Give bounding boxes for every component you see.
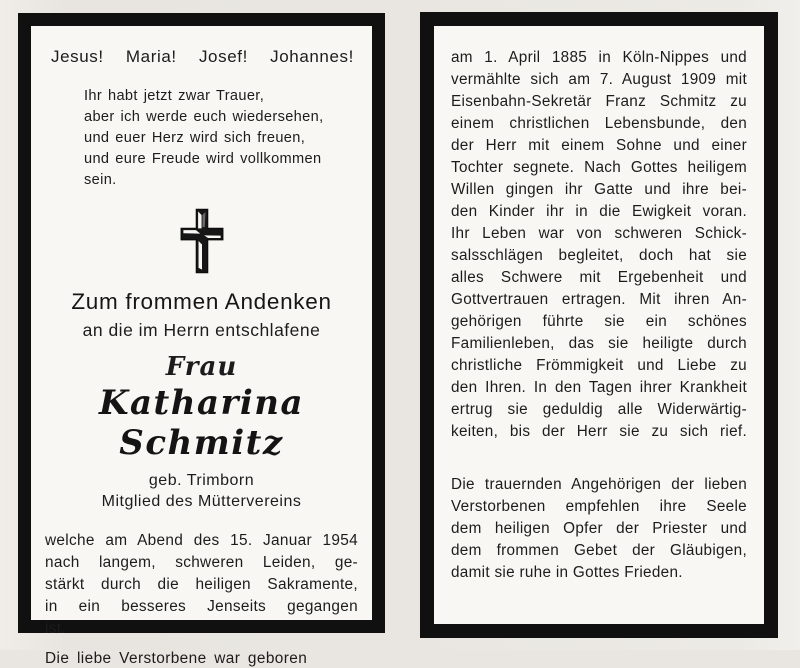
- text-line: Tochter segnete. Nach Gottes heiligem: [451, 159, 747, 176]
- text-line: damit sie ruhe in Gottes Frieden.: [451, 564, 683, 581]
- text-line: alles Schwere mit Ergebenheit und: [451, 269, 747, 286]
- birth-lead-in-line: Die liebe Verstorbene war geboren: [45, 650, 308, 667]
- commendation-paragraph: [451, 474, 747, 584]
- cross-wrap: [45, 206, 358, 276]
- text-line: gehörigen führte sie ein schönes: [451, 313, 747, 330]
- text-line: Eisenbahn-Sekretär Franz Schmitz zu: [451, 93, 747, 110]
- memorial-subheading: an die im Herrn entschlafene: [82, 320, 321, 340]
- text-line: Verstorbenen empfehlen ihre Seele: [451, 498, 747, 515]
- text-line: ertrug sie geduldig alle Widerwärtig-: [451, 401, 747, 418]
- text-line: Josef!: [198, 47, 248, 66]
- text-line: Ihr habt jetzt zwar Trauer,: [84, 88, 265, 104]
- text-line: stärkt durch die heiligen Sakramente,: [45, 576, 358, 593]
- text-line: salsschlägen begleitet, doch hat sie: [451, 247, 747, 264]
- text-line: der Herr mit einem Sohne und einer: [451, 137, 747, 154]
- right-page-content: [434, 47, 764, 645]
- scripture-quote: [84, 86, 358, 191]
- text-line: dem frommen Gebet der Gläubigen,: [451, 542, 747, 559]
- text-line: einem christlichen Lebensbunde, den: [451, 115, 747, 132]
- latin-cross-icon: [176, 206, 228, 276]
- text-line: in ein besseres Jenseits gegangen: [45, 598, 358, 615]
- biography-paragraph: [451, 47, 747, 443]
- honorific: Frau: [165, 352, 238, 382]
- text-line: aber ich werde euch wiedersehen,: [84, 109, 324, 125]
- text-line: vermählte sich am 7. August 1909 mit: [451, 71, 747, 88]
- maiden-name: geb. Trimborn: [148, 472, 255, 489]
- text-line: Gottvertrauen ertragen. Mit ihren An-: [451, 291, 747, 308]
- text-line: Maria!: [125, 47, 177, 66]
- text-line: am 1. April 1885 in Köln-Nippes und: [451, 49, 747, 66]
- deceased-name: Katharina Schmitz: [98, 383, 305, 463]
- text-line: den Ihren. In den Tagen ihrer Krankheit: [451, 379, 747, 396]
- text-line: und eure Freude wird vollkommen sein.: [84, 151, 322, 188]
- text-line: nach langem, schweren Leiden, ge-: [45, 554, 358, 571]
- death-paragraph: [45, 530, 358, 640]
- memorial-card-left-page: [18, 13, 385, 667]
- text-line: keiten, bis der Herr sie zu sich rief.: [451, 423, 747, 440]
- memorial-heading: Zum frommen Andenken: [71, 289, 332, 314]
- text-line: und euer Herz wird sich freuen,: [84, 130, 306, 146]
- text-line: Johannes!: [270, 47, 354, 66]
- text-line: Ihr Leben war von schweren Schick-: [451, 225, 747, 242]
- text-line: Die trauernden Angehörigen der lieben: [451, 476, 747, 493]
- text-line: ist.: [45, 620, 66, 637]
- text-line: Willen gingen ihr Gatte und ihre bei-: [451, 181, 747, 198]
- text-line: Familienleben, das sie heiligte durch: [451, 335, 747, 352]
- left-page-content: [31, 47, 372, 667]
- text-line: welche am Abend des 15. Januar 1954: [45, 532, 358, 549]
- memorial-card-right-page: [420, 12, 778, 638]
- text-line: Jesus!: [51, 47, 104, 66]
- text-line: christliche Frömmigkeit und Liebe zu: [451, 357, 747, 374]
- invocation-line: [51, 47, 354, 67]
- text-line: dem heiligen Opfer der Priester und: [451, 520, 747, 537]
- text-line: den Kinder ihr in die Ewigkeit voran.: [451, 203, 747, 220]
- membership-note: Mitglied des Müttervereins: [101, 493, 302, 510]
